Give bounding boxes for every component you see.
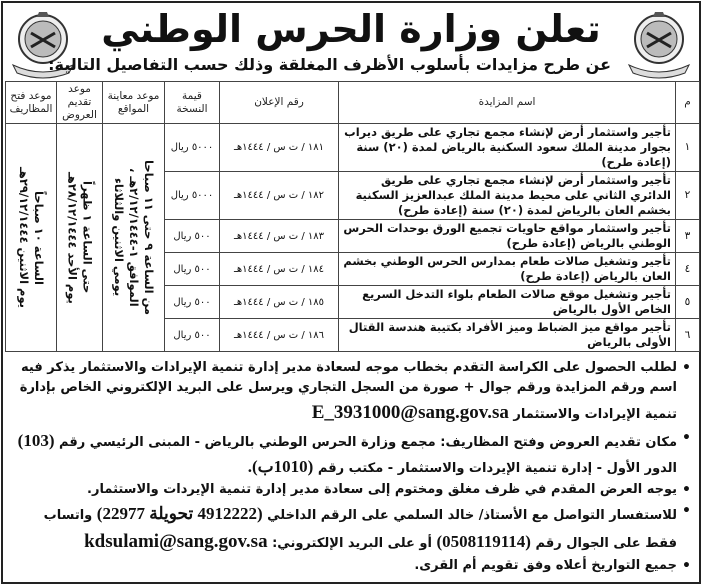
visit-schedule bbox=[103, 124, 165, 352]
row-index: ٦ bbox=[676, 319, 700, 352]
national-guard-emblem-right bbox=[623, 7, 695, 79]
visit-line-1: يومي الاثنين والثلاثاء bbox=[112, 178, 126, 297]
row-index: ١ bbox=[676, 124, 700, 172]
row-index: ٥ bbox=[676, 286, 700, 319]
row-name: تأجير واستثمار مواقع حاويات تجميع الورق بوحدات الحرس الوطني بالرياض (إعادة طرح) bbox=[339, 220, 676, 253]
row-name: تأجير واستثمار أرض لإنشاء مجمع تجاري على طريق الدائري الثاني على محيط مدينة الملك عبدالعزيز السكنية بخشم العان بالرياض لمدة (٢٠) سنة (إعادة طرح) bbox=[339, 172, 676, 220]
visit-line-2: الموافق ١-٢/١٢/١٤٤٤هـ ، bbox=[127, 168, 141, 307]
row-ad-number: ١٨٣ / ت س / ١٤٤٤هـ bbox=[220, 220, 339, 253]
ad-header bbox=[5, 3, 697, 81]
row-index: ٣ bbox=[676, 220, 700, 253]
note-location bbox=[9, 428, 693, 481]
header-price: قيمة النسخة bbox=[165, 82, 220, 124]
building-number: (103) bbox=[17, 430, 55, 450]
office-number: (1010ب). bbox=[247, 457, 314, 477]
note-location-text: مكان تقديم العروض وفتح المظاريف: مجمع وزارة الحرس الوطني بالرياض - المبنى الرئيسي رقم bbox=[59, 434, 677, 450]
row-index: ٤ bbox=[676, 253, 700, 286]
row-name: تأجير واستثمار أرض لإنشاء مجمع تجاري على طريق ديراب بجوار مدينة الملك سعود السكنية بالرياض لمدة (٢٠) سنة (إعادة طرح) bbox=[339, 124, 676, 172]
header-visit: موعد معاينة المواقع bbox=[103, 82, 165, 124]
ad-frame bbox=[1, 1, 701, 584]
contact-email[interactable]: kdsulami@sang.gov.sa bbox=[84, 530, 268, 552]
header-index: م bbox=[676, 82, 700, 124]
submit-line-1: يوم الأحد ٢٨/١٢/١٤٤٤هـ bbox=[65, 171, 80, 304]
header-ad-number: رقم الإعلان bbox=[220, 82, 339, 124]
open-schedule bbox=[6, 124, 57, 352]
note-contact-text-2: واتساب فقط على الجوال رقم bbox=[43, 507, 677, 551]
open-line-2: الساعة ١٠ صباحاً bbox=[32, 190, 46, 285]
contact-mobile: (0508119114) bbox=[436, 531, 531, 551]
note-envelope bbox=[9, 480, 693, 500]
row-name: تأجير مواقع ميز الضباط وميز الأفراد بكتيبة هندسة القتال الأولى بالرياض bbox=[339, 319, 676, 352]
contact-phone: (4912222 تحويلة 22977) bbox=[96, 503, 263, 523]
table-row bbox=[6, 124, 700, 172]
row-ad-number: ١٨٥ / ت س / ١٤٤٤هـ bbox=[220, 286, 339, 319]
ad-subtitle: عن طرح مزايدات بأسلوب الأظرف المغلقة وذلك حسب التفاصيل التالية: bbox=[48, 55, 611, 74]
row-ad-number: ١٨١ / ت س / ١٤٤٤هـ bbox=[220, 124, 339, 172]
note-brochure bbox=[9, 358, 693, 428]
row-index: ٢ bbox=[676, 172, 700, 220]
row-name: تأجير وتشغيل موقع صالات الطعام بلواء التدخل السريع الخاص الأول بالرياض bbox=[339, 286, 676, 319]
note-contact bbox=[9, 501, 693, 557]
open-line-1: يوم الاثنين ٢٩/١٢/١٤٤٤هـ bbox=[17, 167, 31, 308]
note-location-text-2: الدور الأول - إدارة تنمية الإيردات والاستثمار - مكتب رقم bbox=[317, 461, 677, 477]
header-name: اسم المزايدة bbox=[339, 82, 676, 124]
note-brochure-text: لطلب الحصول على الكراسة التقدم بخطاب موجه لسعادة مدير إدارة تنمية الإيرادات والاستثمار يذكر فيه اسم ورقم المزايدة ورقم جوال + صورة من السجل التجاري ويرسل على البريد الإلكتروني الخاص بإدارة تنمية الإيرادات والاستثمار bbox=[19, 360, 677, 423]
header-open: موعد فتح المظاريف bbox=[6, 82, 57, 124]
row-price: ٥٠٠٠ ريال bbox=[165, 172, 220, 220]
row-ad-number: ١٨٤ / ت س / ١٤٤٤هـ bbox=[220, 253, 339, 286]
auctions-table bbox=[5, 81, 700, 352]
note-contact-text: للاستفسار التواصل مع الأستاذ/ خالد السلمي على الرقم الداخلي bbox=[267, 507, 677, 523]
visit-line-3: من الساعة ٩ حتى ١١ صباحا bbox=[142, 159, 156, 316]
row-price: ٥٠٠ ريال bbox=[165, 286, 220, 319]
table-header-row bbox=[6, 82, 700, 124]
row-price: ٥٠٠ ريال bbox=[165, 253, 220, 286]
submit-schedule bbox=[57, 124, 103, 352]
notes-list bbox=[9, 358, 693, 576]
submit-line-2: حتى الساعة ١ ظهراً bbox=[80, 181, 95, 294]
note-contact-text-3: أو على البريد الإلكتروني: bbox=[272, 535, 432, 551]
row-price: ٥٠٠ ريال bbox=[165, 319, 220, 352]
note-envelope-text: يوجه العرض المقدم في ظرف مغلق ومختوم إلى سعادة مدير إدارة تنمية الإيردات والاستثمار. bbox=[87, 482, 677, 498]
row-ad-number: ١٨٢ / ت س / ١٤٤٤هـ bbox=[220, 172, 339, 220]
revenue-email[interactable]: E_3931000@sang.gov.sa bbox=[311, 402, 509, 424]
ad-title: تعلن وزارة الحرس الوطني bbox=[101, 7, 601, 51]
header-submit: موعد تقديم العروض bbox=[57, 82, 103, 124]
row-ad-number: ١٨٦ / ت س / ١٤٤٤هـ bbox=[220, 319, 339, 352]
row-price: ٥٠٠٠ ريال bbox=[165, 124, 220, 172]
row-price: ٥٠٠ ريال bbox=[165, 220, 220, 253]
note-calendar bbox=[9, 556, 693, 576]
row-name: تأجير وتشغيل صالات طعام بمدارس الحرس الوطني بخشم العان بالرياض (إعادة طرح) bbox=[339, 253, 676, 286]
note-calendar-text: جميع التواريخ أعلاه وفق تقويم أم القرى. bbox=[414, 558, 677, 574]
